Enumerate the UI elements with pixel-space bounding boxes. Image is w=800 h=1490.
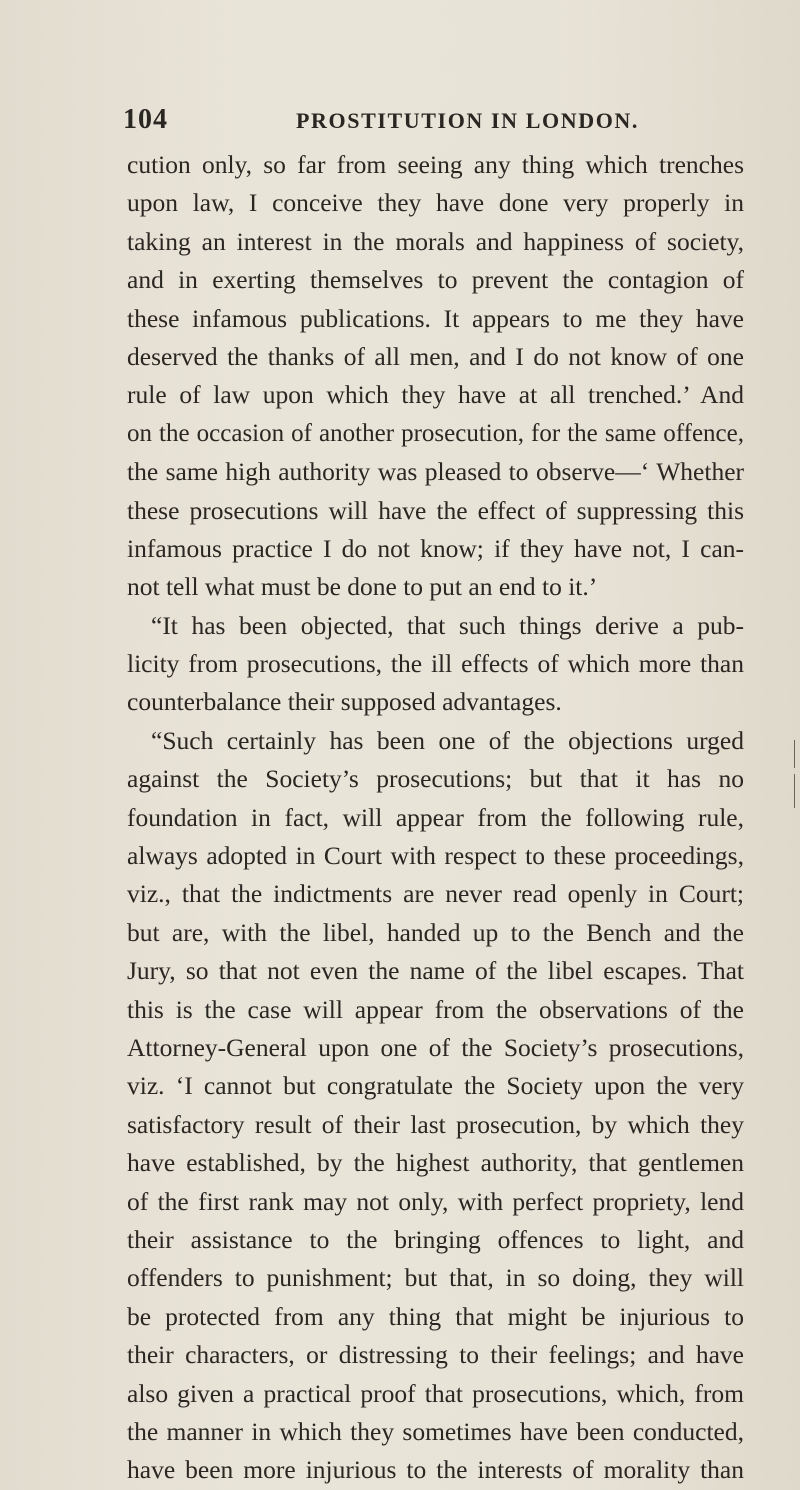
text-line: taking an interest in the morals and happiness of society, xyxy=(127,226,744,256)
text-line: upon law, I conceive they have done very properly in xyxy=(127,188,744,218)
text-line: be protected from any thing that might be injurious to xyxy=(127,1301,744,1331)
text-line: this is the case will appear from the observations of the xyxy=(127,994,744,1024)
text-line: “It has been objected, that such things derive a pub- xyxy=(151,610,744,640)
text-line: have established, by the highest authority, that gentlemen xyxy=(127,1148,744,1178)
body-text xyxy=(127,146,744,1490)
text-line: licity from prosecutions, the ill effects of which more than xyxy=(127,649,744,679)
text-line: rule of law upon which they have at all trenched.’ And xyxy=(127,380,744,410)
page-number: 104 xyxy=(123,104,168,135)
text-line: viz. ‘I cannot but congratulate the Society upon the very xyxy=(127,1071,744,1101)
page-edge-mark xyxy=(794,774,795,808)
text-line: cution only, so far from seeing any thing which trenches xyxy=(127,150,744,179)
text-line: and in exerting themselves to prevent the contagion of xyxy=(127,265,744,295)
text-line: foundation in fact, will appear from the following rule, xyxy=(127,802,744,832)
page-edge-mark xyxy=(794,740,795,768)
text-line: “Such certainly has been one of the objections urged xyxy=(151,725,744,755)
running-head xyxy=(123,104,743,140)
text-line: against the Society’s prosecutions; but that it has no xyxy=(127,764,744,794)
text-line: always adopted in Court with respect to these proceedings, xyxy=(127,841,744,871)
text-line: counterbalance their supposed advantages. xyxy=(127,687,562,717)
text-line: Jury, so that not even the name of the libel escapes. That xyxy=(127,956,744,986)
text-line: offenders to punishment; but that, in so doing, they will xyxy=(127,1263,744,1293)
text-line: Attorney-General upon one of the Society’s prosecutions, xyxy=(127,1032,744,1062)
text-line: on the occasion of another prosecution, for the same offence, xyxy=(127,419,744,447)
text-line: have been more injurious to the interests of morality than xyxy=(127,1455,744,1485)
text-line: of the first rank may not only, with perfect propriety, lend xyxy=(127,1186,744,1216)
text-line: but are, with the libel, handed up to the Bench and the xyxy=(127,917,744,947)
running-title: PROSTITUTION IN LONDON. xyxy=(296,108,640,133)
text-line: the same high authority was pleased to observe—‘ Whether xyxy=(127,457,744,487)
text-line: these infamous publications. It appears to me they have xyxy=(127,303,744,333)
text-line: infamous practice I do not know; if they have not, I can- xyxy=(127,533,744,563)
text-line: viz., that the indictments are never read openly in Court; xyxy=(127,879,744,909)
text-line: not tell what must be done to put an end to it.’ xyxy=(127,572,598,602)
text-line: also given a practical proof that prosecutions, which, from xyxy=(127,1378,744,1408)
text-line: deserved the thanks of all men, and I do not know of one xyxy=(127,341,744,371)
text-line: these prosecutions will have the effect of suppressing this xyxy=(127,495,744,525)
text-line: their assistance to the bringing offences to light, and xyxy=(127,1224,744,1254)
text-line: the manner in which they sometimes have been conducted, xyxy=(127,1416,744,1446)
text-line: their characters, or distressing to their feelings; and have xyxy=(127,1340,744,1370)
text-line: satisfactory result of their last prosecution, by which they xyxy=(127,1109,744,1139)
